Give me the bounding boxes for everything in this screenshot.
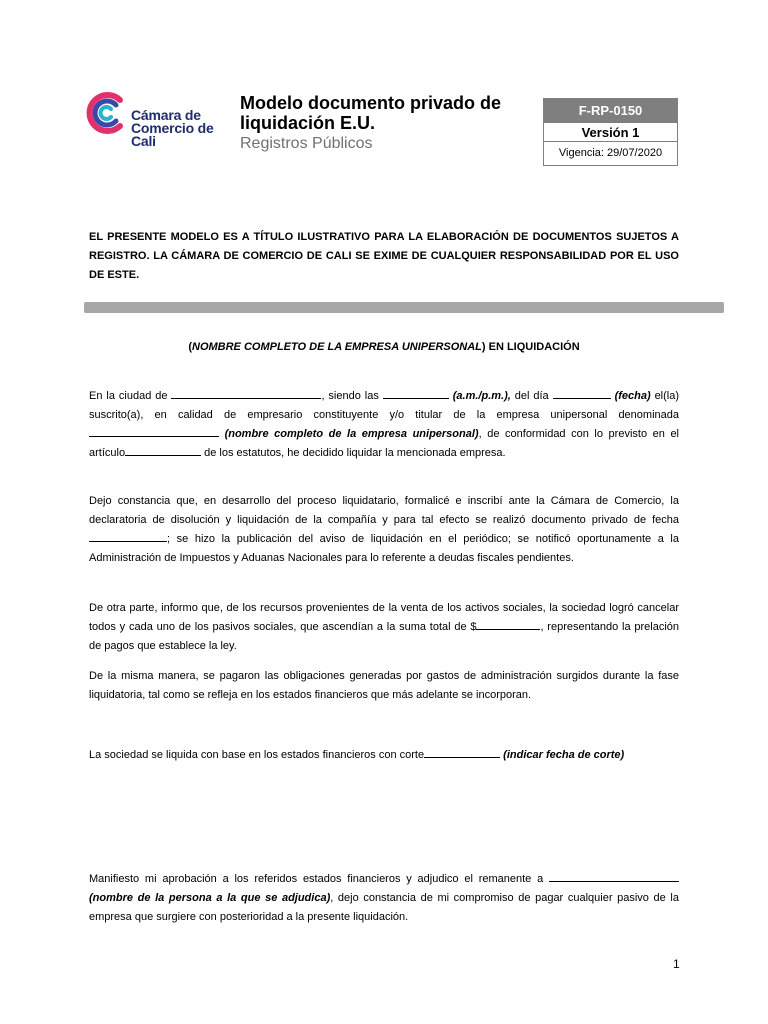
p1-text-4: el(la) suscrito(a), en calidad de empresario constituyente y/o titular de la empresa unipersonal denominada [89, 390, 680, 421]
paragraph-gastos: De la misma manera, se pagaron las obligaciones generadas por gastos de administración surgidos durante la fase liquidatoria, tal como se refleja en los estados financieros que más adelante se incorporan. [89, 670, 679, 701]
blank-fecha-corte[interactable] [424, 746, 500, 758]
disclaimer-text: EL PRESENTE MODELO ES A TÍTULO ILUSTRATIVO PARA LA ELABORACIÓN DE DOCUMENTOS SUJETOS A REGISTRO. LA CÁMARA DE COMERCIO DE CALI SE EXIME DE CUALQUIER RESPONSABILIDAD POR EL USO DE ESTE. [89, 231, 679, 281]
p2-text-1: Dejo constancia que, en desarrollo del proceso liquidatario, formalicé e inscribí ante la Cámara de Comercio, la declaratoria de disolución y liquidación de la compañía y para tal efecto se realizó documento privado de fecha [89, 495, 679, 526]
blank-nombre-empresa[interactable] [89, 425, 219, 437]
logo-mark-icon [84, 90, 128, 136]
p3-text-1: De otra parte, informo que, de los recursos provenientes de la venta de los activos sociales, la sociedad logró cancelar todos y cada uno de los pasivos sociales, que ascendían a la suma total de $ [89, 602, 679, 633]
p1-text-5: , de conformidad con lo previsto en el artículo [89, 428, 680, 459]
heading-close: ) EN LIQUIDACIÓN [481, 341, 580, 353]
p3-text-2: , representando la prelación de pagos que establece la ley. [89, 621, 679, 652]
p6-nombre: (nombre de la persona a la que se adjudica) [89, 892, 331, 904]
p5-corte: (indicar fecha de corte) [503, 749, 625, 761]
logo-text-line3: Cali [131, 133, 156, 149]
blank-persona-adjudica[interactable] [549, 870, 679, 882]
p5-text-1: La sociedad se liquida con base en los estados financieros con corte [89, 749, 425, 761]
p1-text-3: del día [510, 390, 553, 402]
p6-text-1: Manifiesto mi aprobación a los referidos estados financieros y adjudico el remanente a [89, 873, 549, 885]
blank-articulo[interactable] [125, 444, 201, 456]
p6-text-2: , dejo constancia de mi compromiso de pagar cualquier pasivo de la empresa que surgiere con posterioridad a la presente liquidación. [89, 892, 679, 923]
heading-company: NOMBRE COMPLETO DE LA EMPRESA UNIPERSONAL [192, 341, 482, 353]
paragraph-pasivos [89, 599, 679, 656]
separator-bar [84, 302, 724, 313]
document-title: Modelo documento privado de liquidación E.U. [240, 93, 502, 133]
paragraph-corte [89, 746, 679, 765]
blank-hora[interactable] [383, 387, 449, 399]
blank-ciudad[interactable] [171, 387, 321, 399]
p1-fecha: (fecha) [614, 390, 651, 402]
p1-ampm: (a.m./p.m.), [452, 390, 511, 402]
form-code-box [543, 98, 678, 166]
form-vigencia: Vigencia: 29/07/2020 [558, 147, 663, 159]
p1-text-1: En la ciudad de [89, 390, 172, 402]
p1-text-2: , siendo las [321, 390, 383, 402]
blank-suma-total[interactable] [476, 618, 540, 630]
paragraph-ciudad [89, 387, 679, 463]
blank-fecha[interactable] [553, 387, 611, 399]
heading-open: ( [188, 341, 192, 353]
p2-text-2: ; se hizo la publicación del aviso de liquidación en el periódico; se notificó oportunamente a la Administración de Impuestos y Aduanas Nacionales para lo referente a deudas fiscales pendientes. [89, 533, 679, 564]
logo-text-line1: Cámara de [131, 107, 201, 123]
p1-nombre: (nombre completo de la empresa unipersonal) [224, 428, 479, 440]
form-version: Versión 1 [544, 123, 677, 142]
blank-fecha-documento[interactable] [89, 530, 167, 542]
form-code: F-RP-0150 [544, 99, 677, 123]
page-number: 1 [673, 957, 680, 971]
document-subtitle: Registros Públicos [240, 135, 373, 152]
camara-comercio-logo [84, 88, 224, 149]
paragraph-constancia [89, 492, 679, 568]
p1-text-6: de los estatutos, he decidido liquidar la mencionada empresa. [201, 447, 506, 459]
paragraph-adjudicacion [89, 870, 679, 927]
section-heading [0, 341, 768, 353]
logo-text-line2: Comercio de [131, 120, 214, 136]
